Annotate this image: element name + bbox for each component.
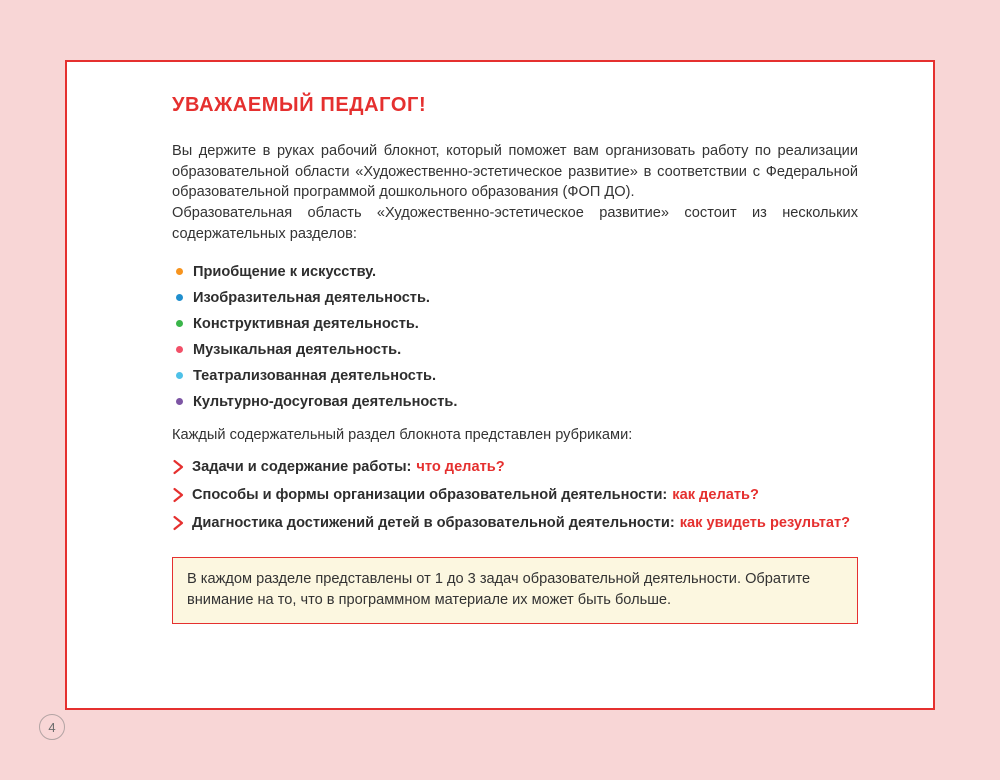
bullet-dot-icon (176, 346, 183, 353)
section-label: Изобразительная деятельность. (193, 289, 430, 306)
section-label: Конструктивная деятельность. (193, 315, 419, 332)
section-label: Музыкальная деятельность. (193, 341, 402, 358)
rubric-text (192, 487, 759, 503)
list-item (172, 453, 858, 481)
rubrics-list (172, 453, 858, 537)
rubric-text (192, 459, 505, 475)
list-item (172, 337, 858, 363)
page-number-badge (39, 714, 65, 740)
rubric-question: что делать? (416, 458, 505, 475)
bullet-dot-icon (176, 320, 183, 327)
bullet-dot-icon (176, 398, 183, 405)
arrow-right-icon (172, 487, 184, 503)
list-item (172, 363, 858, 389)
section-label: Приобщение к искусству. (193, 263, 377, 280)
list-item (172, 285, 858, 311)
arrow-right-icon (172, 459, 184, 475)
document-page (65, 60, 935, 710)
rubric-label: Задачи и содержание работы: (192, 458, 412, 475)
rubric-question: как увидеть результат? (679, 514, 851, 531)
bullet-dot-icon (176, 294, 183, 301)
page-content (172, 94, 858, 624)
rubric-label: Способы и формы организации образовательной деятельности: (192, 486, 668, 503)
note-text: В каждом разделе представлены от 1 до 3 задач образовательной деятельности. Обратите внимание на то, что в программном материале их может быть больше. (187, 570, 811, 609)
rubric-label: Диагностика достижений детей в образовательной деятельности: (192, 514, 675, 531)
arrow-right-icon (172, 515, 184, 531)
list-item (172, 389, 858, 415)
rubrics-intro: Каждый содержательный раздел блокнота представлен рубриками: (172, 426, 633, 443)
list-item (172, 259, 858, 285)
rubric-question: как делать? (672, 486, 759, 503)
sections-list (172, 259, 858, 415)
section-label: Культурно-досуговая деятельность. (193, 393, 458, 410)
intro-paragraph-1: Вы держите в руках рабочий блокнот, который поможет вам организовать работу по реализации образовательной области «Художественно-эстетическое развитие» в соответствии с Федеральной образовательной программой дошкольного образования (ФОП ДО). (172, 143, 858, 201)
page-number: 4 (48, 719, 56, 735)
list-item (172, 481, 858, 509)
list-item (172, 311, 858, 337)
bullet-dot-icon (176, 372, 183, 379)
page-title: УВАЖАЕМЫЙ ПЕДАГОГ! (172, 94, 427, 116)
intro-paragraph-2: Образовательная область «Художественно-эстетическое развитие» состоит из нескольких содержательных разделов: (172, 205, 858, 242)
section-label: Театрализованная деятельность. (193, 367, 437, 384)
list-item (172, 509, 858, 537)
bullet-dot-icon (176, 268, 183, 275)
rubric-text (192, 515, 850, 531)
note-box (172, 557, 858, 625)
